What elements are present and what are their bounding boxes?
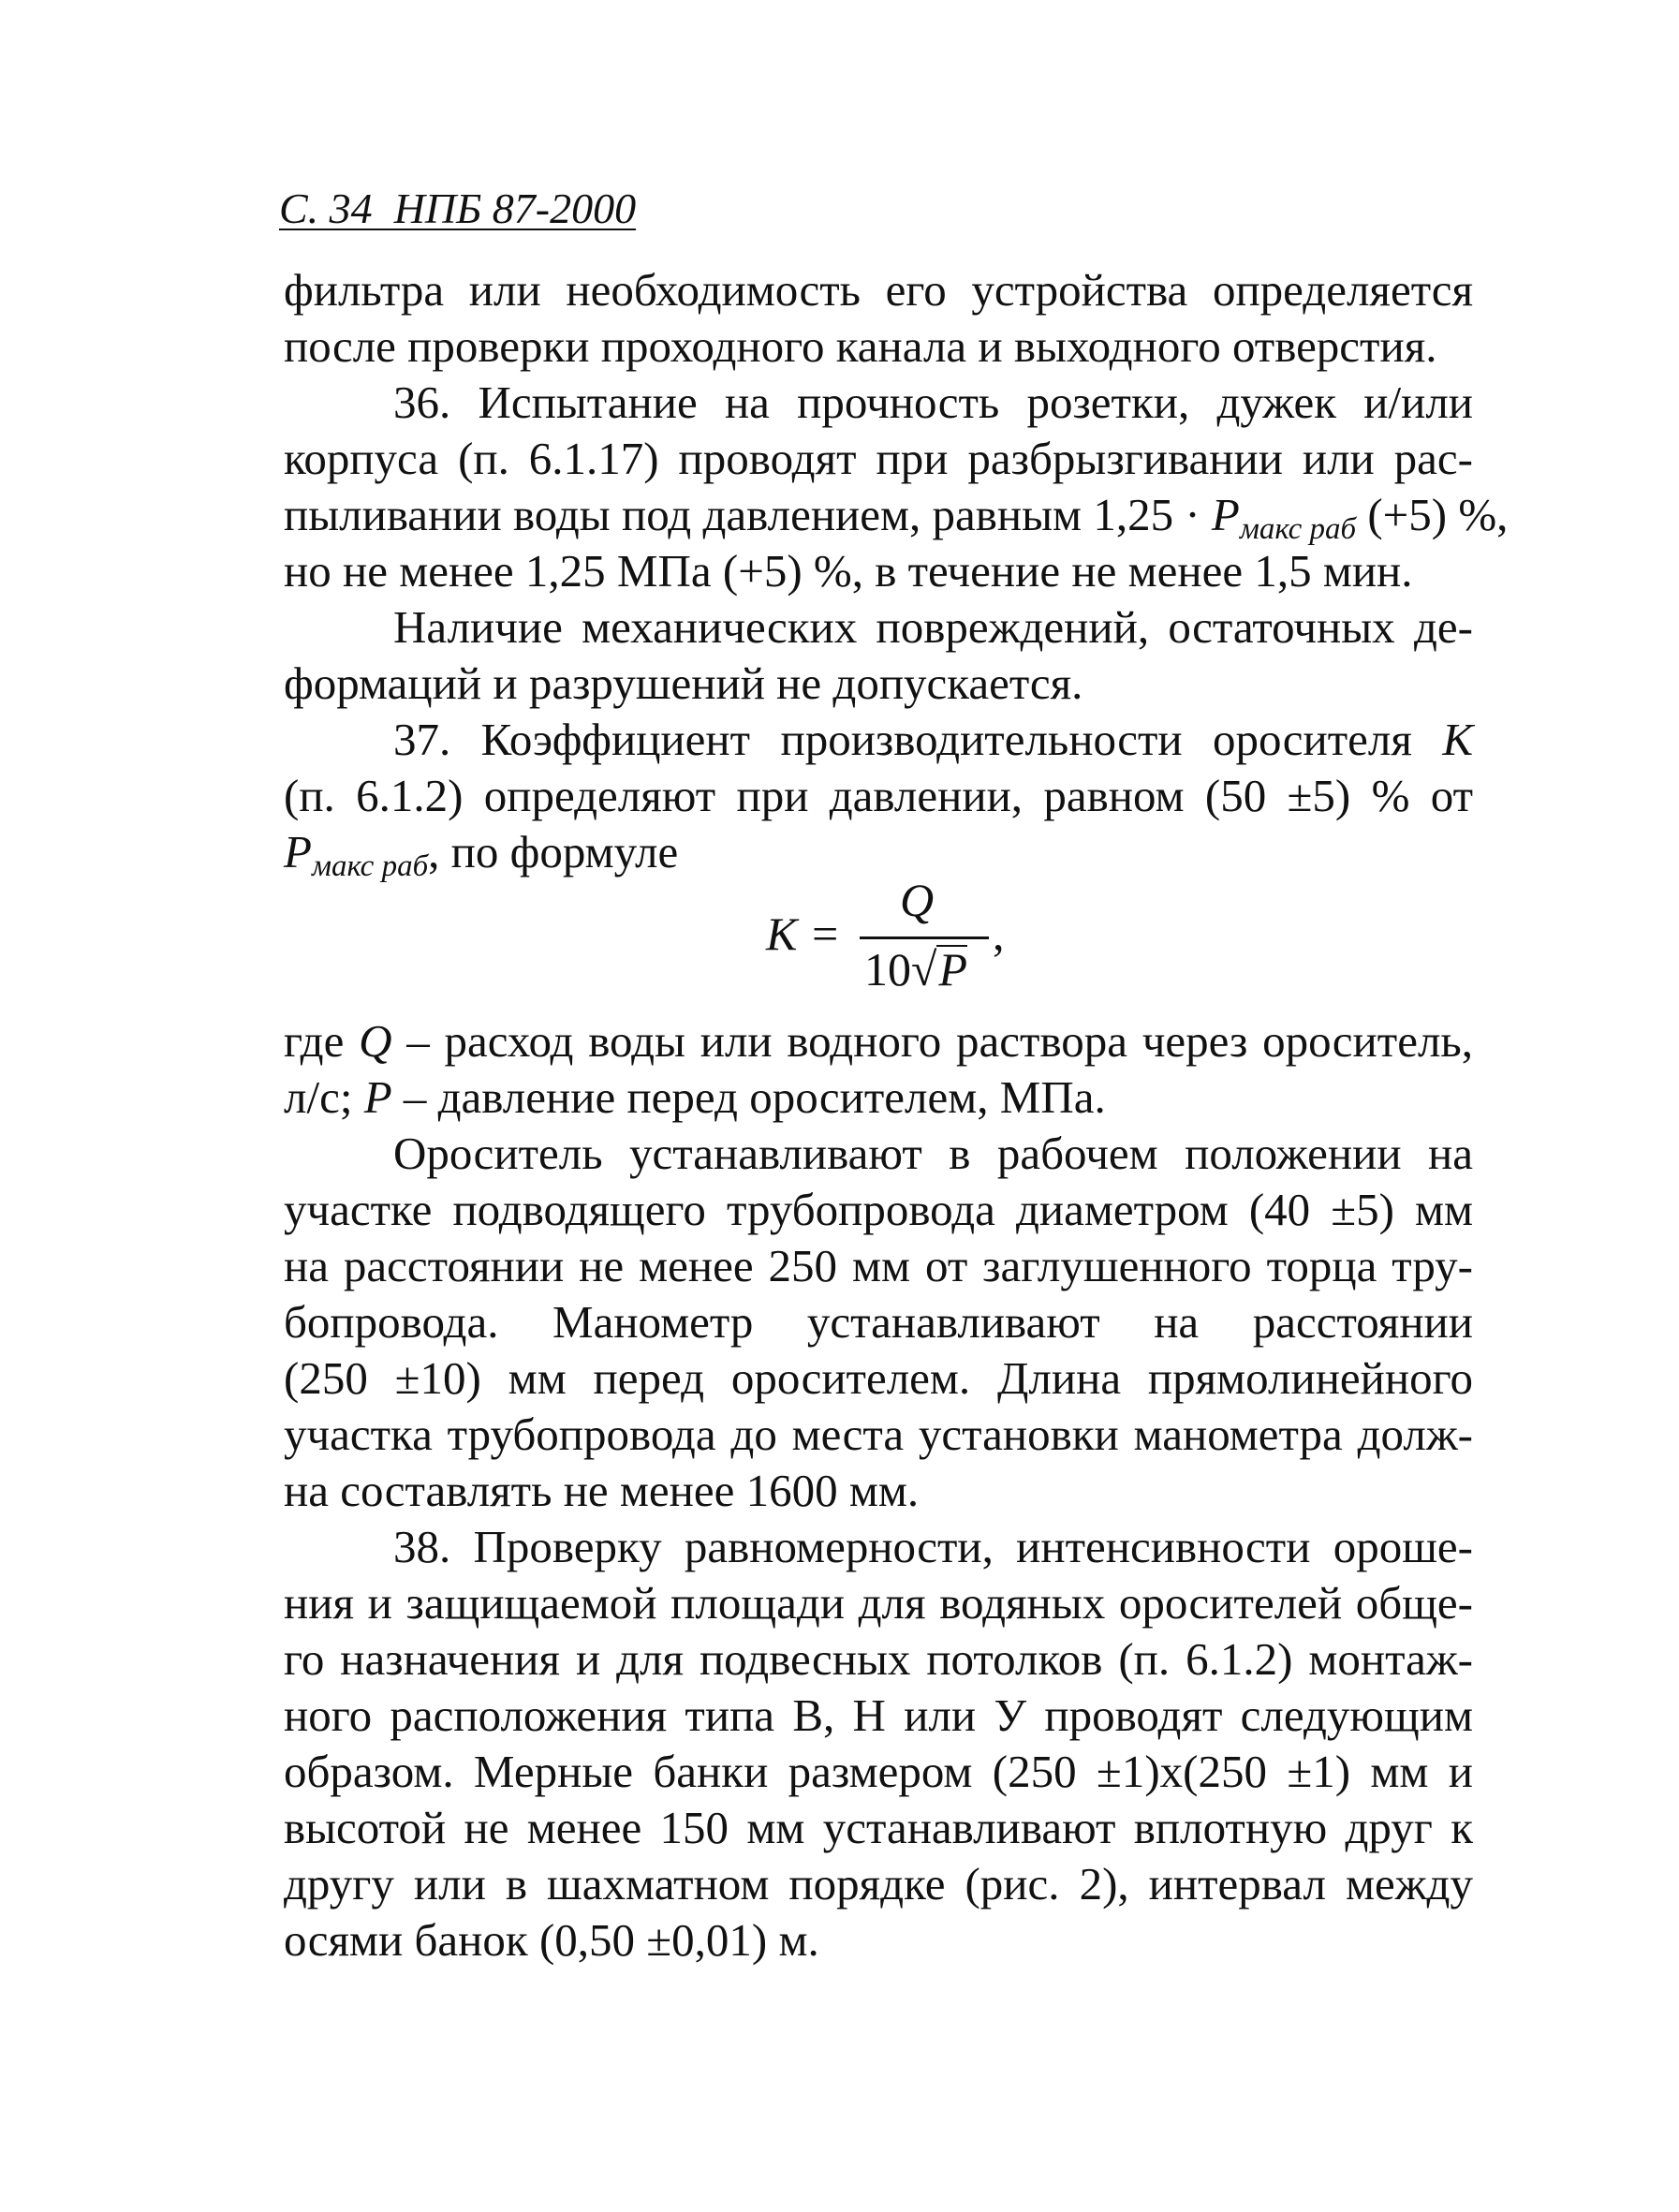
text-line: Наличие механических повреждений, остаточных де-: [393, 601, 1473, 653]
text-line: но не менее 1,25 МПа (+5) %, в течение не менее 1,5 мин.: [284, 545, 1413, 597]
text-line: го назначения и для подвесных потолков (п. 6.1.2) монтаж-: [284, 1633, 1473, 1685]
formula-lhs: K =: [766, 907, 841, 960]
text-line: Ороситель устанавливают в рабочем положении на: [393, 1128, 1473, 1179]
text-line: $P_{макс раб}$, по формуле: [284, 826, 679, 883]
sqrt-sign: √: [911, 943, 937, 995]
text-line: 36. Испытание на прочность розетки, дужек и/или: [393, 376, 1473, 428]
formula-denominator: 10√P: [864, 943, 967, 995]
page-header: С. 34 НПБ 87-2000: [279, 184, 637, 232]
text-line: ного расположения типа В, Н или У проводят следующим: [284, 1689, 1473, 1741]
text-line: л/с; P – давление перед оросителем, МПа.: [284, 1071, 1106, 1123]
text-line: бопровода. Манометр устанавливают на расстоянии: [284, 1296, 1473, 1348]
text-line: на составлять не менее 1600 мм.: [284, 1465, 920, 1516]
radicand: P: [938, 943, 967, 995]
text-line: пыливании воды под давлением, равным $1,25 \cdot P_{макс раб}$ (+5) %,: [284, 489, 1509, 546]
formula-comma: ,: [993, 907, 1005, 960]
text-line: где Q – расход воды или водного раствора через ороситель,: [284, 1015, 1473, 1067]
text-line: другу или в шахматном порядке (рис. 2), интервал между: [284, 1858, 1473, 1910]
formula-numerator: Q: [900, 874, 935, 926]
text-line: после проверки проходного канала и выходного отверстия.: [284, 320, 1437, 372]
text-line: образом. Мерные банки размером (250 ±1)х(250 ±1) мм и: [284, 1746, 1473, 1797]
text-line: фильтра или необходимость его устройства определяется: [284, 264, 1473, 316]
text-line: участке подводящего трубопровода диаметром (40 ±5) мм: [284, 1184, 1473, 1235]
text-line: 38. Проверку равномерности, интенсивности ороше-: [393, 1521, 1473, 1572]
text-line: ния и защищаемой площади для водяных оросителей обще-: [284, 1577, 1473, 1629]
text-line: высотой не менее 150 мм устанавливают вплотную друг к: [284, 1802, 1473, 1853]
text-line: корпуса (п. 6.1.17) проводят при разбрызгивании или рас-: [284, 433, 1473, 484]
text-line: осями банок (0,50 ±0,01) м.: [284, 1914, 819, 1966]
text-line: (п. 6.1.2) определяют при давлении, равном (50 ±5) % от: [284, 770, 1473, 821]
text-line: участка трубопровода до места установки манометра долж-: [284, 1408, 1473, 1460]
text-line: (250 ±10) мм перед оросителем. Длина прямолинейного: [284, 1352, 1473, 1404]
text-line: 37. Коэффициент производительности оросителя K: [393, 714, 1474, 765]
fraction-bar: [860, 936, 989, 939]
text-line: формаций и разрушений не допускается.: [284, 657, 1083, 709]
text-line: на расстоянии не менее 250 мм от заглушенного торца тру-: [284, 1240, 1473, 1291]
k-formula: [766, 869, 1009, 1000]
